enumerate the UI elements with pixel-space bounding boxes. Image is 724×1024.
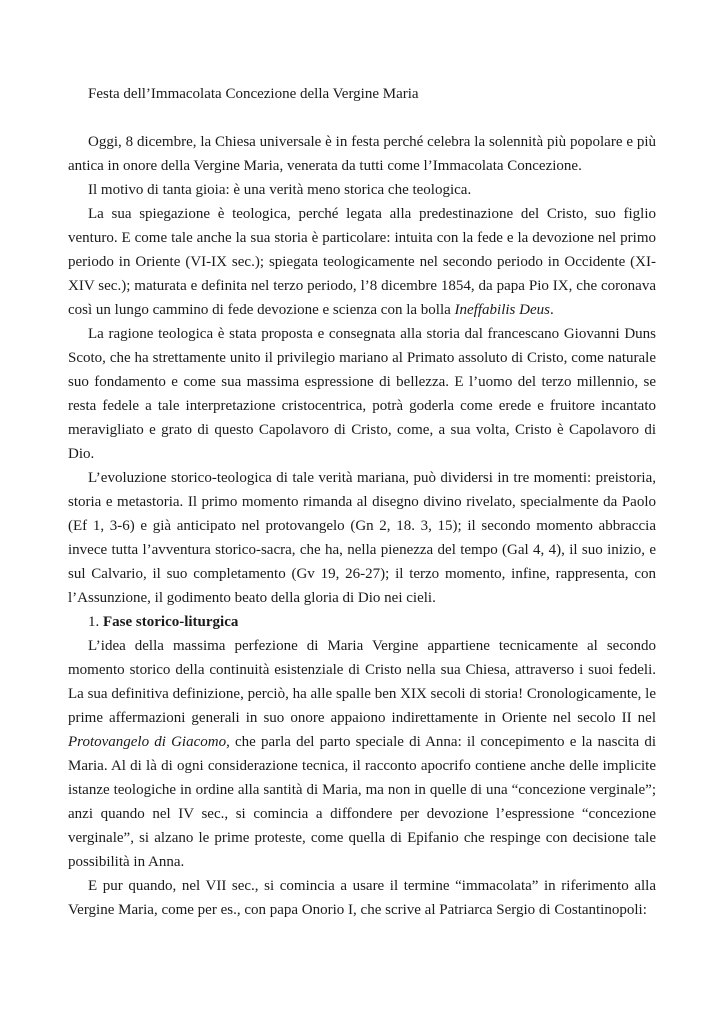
section-heading <box>68 610 656 634</box>
bull-title: Ineffabilis Deus <box>454 302 550 318</box>
paragraph-text: . <box>549 302 554 318</box>
section-title: Fase storico-liturgica <box>103 614 239 630</box>
paragraph-text: , che parla del parto speciale di Anna: il concepimento e la nascita di Maria. Al di là di ogni considerazione tecnica, il racconto apocrifo contiene anche delle implicite istanze teologiche in ordine alla santità di Maria, ma non in quelle di una “concezione verginale”; anzi quando nel IV sec., si comincia a diffondere per devozione l’espressione “concezione verginale”, si alzano le prime proteste, come quella di Epifanio che respinge con decisione tale possibilità in Anna. <box>68 734 656 870</box>
paragraph-evoluzione: L’evoluzione storico-teologica di tale verità mariana, può dividersi in tre momenti: preistoria, storia e metastoria. Il primo momento rimanda al disegno divino rivelato, specialmente da Paolo (Ef 1, 3-6) e già anticipato nel protovangelo (Gn 2, 18. 3, 15); il secondo momento abbraccia invece tutta l’avventura storico-sacra, che ha, nella pienezza del tempo (Gal 4, 4), il suo inizio, e sul Calvario, il suo completamento (Gv 19, 26-27); il terzo momento, infine, rappresenta, con l’Assunzione, il godimento beato della gloria di Dio nei cieli. <box>68 470 656 606</box>
paragraph-intro: Oggi, 8 dicembre, la Chiesa universale è in festa perché celebra la solennità più popolare e più antica in onore della Vergine Maria, venerata da tutti come l’Immacolata Concezione. <box>68 134 656 174</box>
paragraph-spiegazione <box>68 202 656 322</box>
paragraph-ragione: La ragione teologica è stata proposta e consegnata alla storia dal francescano Giovanni Duns Scoto, che ha strettamente unito il privilegio mariano al Primato assoluto di Cristo, come naturale suo fondamento e come sua massima espressione di bellezza. E l’uomo del terzo millennio, se resta fedele a tale interpretazione cristocentrica, potrà goderla come erede e fruitore incantato meravigliato e grato di questo Capolavoro di Cristo, come, a sua volta, Cristo è Capolavoro di Dio. <box>68 326 656 462</box>
protovangelo-title: Protovangelo di Giacomo <box>68 734 227 750</box>
paragraph-immacolata: E pur quando, nel VII sec., si comincia a usare il termine “immacolata” in riferimento alla Vergine Maria, come per es., con papa Onorio I, che scrive al Patriarca Sergio di Costantinopoli: <box>68 878 656 918</box>
paragraph-motivo: Il motivo di tanta gioia: è una verità meno storica che teologica. <box>88 182 472 198</box>
section-number: 1. <box>88 614 100 630</box>
paragraph-text: La sua spiegazione è teologica, perché legata alla predestinazione del Cristo, suo figlio venturo. E come tale anche la sua storia è particolare: intuita con la fede e la devozione nel primo periodo in Oriente (VI-IX sec.); spiegata teologicamente nel secondo periodo in Occidente (XI-XIV sec.); maturata e definita nel terzo periodo, l’8 dicembre 1854, da papa Pio IX, che coronava così un lungo cammino di fede devozione e scienza con la bolla <box>68 206 656 318</box>
document-title: Festa dell’Immacolata Concezione della Vergine Maria <box>88 86 419 102</box>
paragraph-text: L’idea della massima perfezione di Maria Vergine appartiene tecnicamente al secondo momento storico della continuità esistenziale di Cristo nella sua Chiesa, attraverso i suoi fedeli. La sua definitiva definizione, perciò, ha alle spalle ben XIX secoli di storia! Cronologicamente, le prime affermazioni generali in suo onore appaiono indirettamente in Oriente nel secolo II nel <box>68 638 656 726</box>
paragraph-idea <box>68 634 656 874</box>
document-page <box>68 82 656 922</box>
